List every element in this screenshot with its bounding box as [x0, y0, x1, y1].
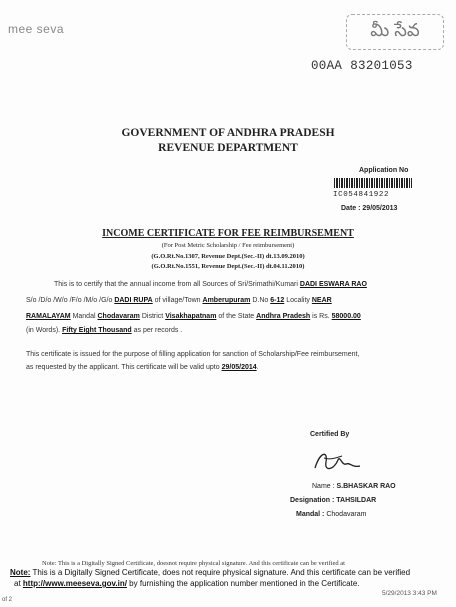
note-label: Note:: [10, 568, 31, 577]
purpose-line-1: This certificate is issued for the purpose of filling application for sanction of Scholarship/Fee reimbursement,: [26, 351, 360, 358]
designation-label: Designation :: [290, 497, 335, 504]
signatory-designation: TAHSILDAR: [336, 497, 377, 504]
go-reference-2: (G.O.Rt.No.1551, Revenue Dept.(Sec.-II) dt.04.11.2010): [151, 263, 305, 270]
applicant-name: DADI ESWARA RAO: [299, 281, 367, 288]
meeseva-logo-left: mee seva: [8, 22, 65, 36]
body-line-3: [26, 313, 361, 320]
body-text: (in Words).: [26, 327, 61, 334]
body-text: District: [141, 313, 164, 320]
purpose-line-2: [26, 364, 259, 371]
relative-name: DADI RUPA: [114, 297, 153, 304]
body-text: S/o /D/o /W/o /F/o /M/o /G/o: [26, 297, 113, 304]
valid-upto-date: 29/05/2014: [221, 364, 257, 371]
mandal-label: Mandal :: [296, 511, 325, 518]
state-name: Andhra Pradesh: [256, 313, 311, 320]
footer-note-line-1: [10, 568, 410, 577]
body-text: .: [256, 364, 259, 371]
body-text: D.No: [252, 297, 269, 304]
name-label: Name :: [312, 483, 335, 490]
body-text: of village/Town: [154, 297, 201, 304]
body-line-1: [54, 281, 367, 288]
date-value: 29/05/2013: [362, 205, 398, 212]
signatory-mandal: Chodavaram: [326, 511, 367, 518]
signatory-mandal-row: [296, 511, 366, 518]
signatory-name-row: [312, 483, 396, 490]
issue-date: [341, 205, 397, 212]
body-text: is Rs.: [312, 313, 330, 320]
door-number: 6-12: [270, 297, 285, 304]
district-name: Visakhapatnam: [165, 313, 217, 320]
note-text: at: [14, 579, 21, 588]
department-heading: REVENUE DEPARTMENT: [158, 142, 298, 154]
locality-part-1: NEAR: [311, 297, 332, 304]
footer-note-small: Note: This is a Digitally Signed Certificate, doesnot require physical signature. And this certificate can be verified at: [42, 560, 345, 567]
income-amount: 58000.00: [331, 313, 361, 320]
application-number-label: Application No: [359, 167, 409, 174]
body-line-2: [26, 297, 332, 304]
body-text: of the State: [218, 313, 255, 320]
page-count: of 2: [2, 597, 13, 603]
footer-note-line-2: [14, 579, 360, 588]
body-text: This is to certify that the annual income from all Sources of Sri/Srimathi/Kumari: [54, 281, 298, 288]
date-label: Date :: [341, 205, 361, 212]
signatory-name: S.BHASKAR RAO: [336, 483, 396, 490]
serial-number: [311, 59, 413, 73]
application-number: IC054841922: [333, 191, 390, 199]
serial-digits: 83201053: [350, 59, 413, 73]
note-text: This is a Digitally Signed Certificate, does not require physical signature. And this certificate can be verified: [32, 568, 411, 577]
income-in-words: Fifty Eight Thousand: [62, 327, 132, 334]
certified-by-label: Certified By: [310, 431, 350, 438]
body-text: Locality: [286, 297, 310, 304]
certificate-subtitle: (For Post Metric Scholarship / Fee reimbursement): [161, 242, 295, 249]
officer-signature: [312, 446, 364, 476]
serial-prefix: 00AA: [311, 59, 343, 73]
body-text: Mandal: [72, 313, 96, 320]
note-text: by furnishing the application number mentioned in the Certificate.: [129, 579, 360, 588]
body-text: as requested by the applicant. This certificate will be valid upto: [26, 364, 220, 371]
meeseva-url-link[interactable]: http://www.meeseva.gov.in/: [22, 579, 127, 588]
application-barcode: [334, 178, 412, 188]
locality-part-2: RAMALAYAM: [26, 313, 71, 320]
mandal-name: Chodavaram: [97, 313, 140, 320]
village-name: Amberupuram: [202, 297, 251, 304]
body-line-4: [26, 327, 182, 334]
go-reference-1: (G.O.Rt.No.1307, Revenue Dept.(Sec.-II) dt.13.09.2010): [151, 253, 305, 260]
government-heading: GOVERNMENT OF ANDHRA PRADESH: [121, 127, 335, 139]
signatory-designation-row: [290, 497, 376, 504]
body-text: as per records .: [133, 327, 183, 334]
print-timestamp: 5/29/2013 3:43 PM: [382, 590, 437, 597]
certificate-title: INCOME CERTIFICATE FOR FEE REIMBURSEMENT: [102, 228, 354, 239]
meeseva-logo-right: మీ సేవ: [346, 14, 444, 50]
